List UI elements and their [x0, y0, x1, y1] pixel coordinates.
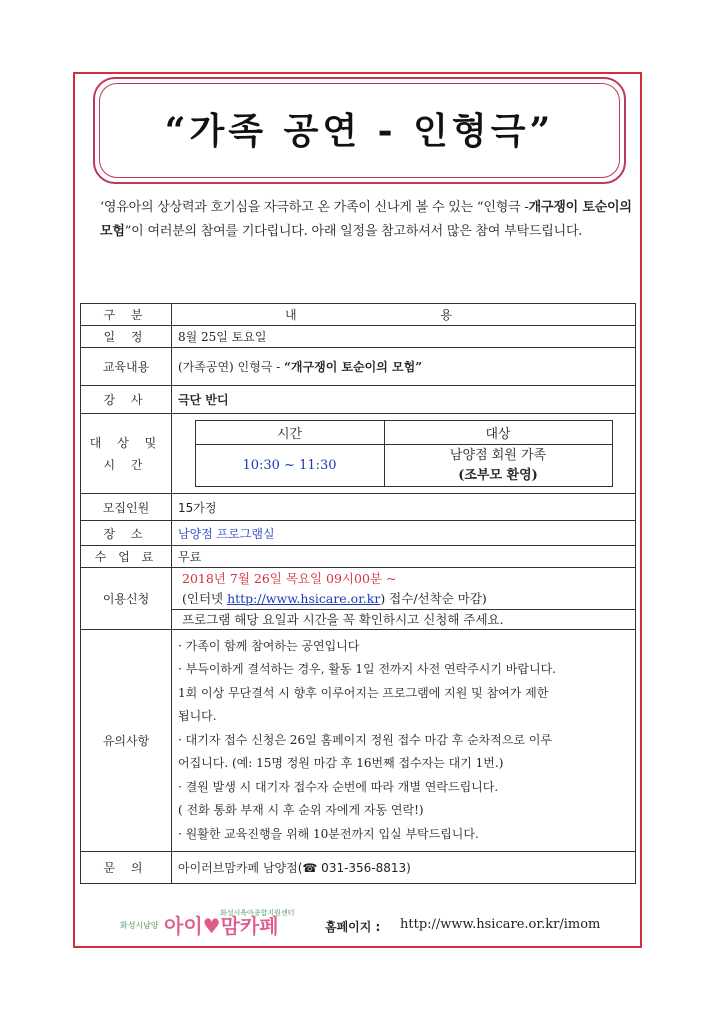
target-label-line1: 대 상 및: [89, 435, 163, 450]
homepage-label: 홈페이지 :: [325, 920, 381, 934]
content-prefix: (가족공연) 인형극 -: [178, 360, 285, 374]
instructor-value: 극단 반디: [172, 386, 636, 414]
intro-text-1: ‘영유아의 상상력과 호기심을 자극하고 온 가족이 신나게 볼 수 있는 “인형극 -: [100, 200, 529, 215]
logo-sub-text: 화성시육아종합지원센터: [220, 909, 295, 917]
note-item: · 대기자 접수 신청은 26일 홈페이지 정원 접수 마감 후 순차적으로 이루: [178, 732, 553, 747]
instructor-label: 강 사: [81, 386, 172, 414]
logo-small-text: 화성시남양: [120, 921, 159, 930]
intro-text-2: ”이 여러분의 참여를 기다립니다. 아래 일정을 참고하셔서 많은 참여 부탁드립니다.: [124, 224, 583, 239]
info-table: [80, 303, 636, 884]
target-header: 대상: [384, 421, 612, 445]
date-label: 일 정: [81, 326, 172, 348]
table-row-apply: [81, 568, 636, 630]
title-box: [93, 77, 626, 184]
apply-line2-suffix: ) 접수/선착순 마감): [380, 591, 487, 606]
table-row-place: [81, 521, 636, 546]
inner-header-row: [195, 421, 612, 445]
notes-list: [172, 630, 636, 852]
header-label: 구 분: [81, 304, 172, 326]
note-item: · 결원 발생 시 대기자 접수자 순번에 따라 개별 연락드립니다.: [178, 779, 499, 794]
note-item: 됩니다.: [178, 709, 217, 724]
fee-label: 수 업 료: [81, 546, 172, 568]
target-inner-table: [195, 420, 613, 487]
table-row-contact: [81, 852, 636, 884]
apply-line2: [172, 589, 635, 609]
table-row-fee: [81, 546, 636, 568]
content-label: 교육내용: [81, 348, 172, 386]
content-title: “개구쟁이 토순이의 모험”: [284, 360, 423, 374]
contact-value: 아이러브맘카페 남양점(☎ 031-356-8813): [172, 852, 636, 884]
brand-logo: 아이♥맘카페: [164, 914, 279, 938]
date-value: 8월 25일 토요일: [172, 326, 636, 348]
note-item: 1회 이상 무단결석 시 향후 이루어지는 프로그램에 지원 및 참여가 제한: [178, 685, 549, 700]
target-label: [81, 414, 172, 494]
intro-bold-title: 개구쟁이 토순이의 모험: [100, 200, 632, 239]
table-row-instructor: [81, 386, 636, 414]
target-value-line2: (조부모 환영): [458, 467, 538, 483]
table-row-date: [81, 326, 636, 348]
time-value: 10:30 ~ 11:30: [195, 445, 384, 487]
footer: [120, 908, 640, 938]
apply-cell: [172, 568, 636, 630]
target-label-line2: 시 간: [103, 457, 149, 472]
capacity-label: 모집인원: [81, 494, 172, 521]
content-value: [172, 348, 636, 386]
apply-label: 이용신청: [81, 568, 172, 630]
target-value: [384, 445, 612, 487]
place-label: 장 소: [81, 521, 172, 546]
homepage-url[interactable]: http://www.hsicare.or.kr/imom: [400, 917, 601, 932]
intro-paragraph: [100, 196, 645, 244]
capacity-value: 15가정: [172, 494, 636, 521]
target-cell: [172, 414, 636, 494]
inner-value-row: [195, 445, 612, 487]
time-header: 시간: [195, 421, 384, 445]
table-row-content: [81, 348, 636, 386]
apply-line2-prefix: (인터넷: [182, 591, 228, 606]
table-row-header: [81, 304, 636, 326]
table-row-notes: [81, 630, 636, 852]
note-item: 어집니다. (예: 15명 정원 마감 후 16번째 접수자는 대기 1번.): [178, 756, 504, 771]
contact-label: 문 의: [81, 852, 172, 884]
header-value: 내 용: [172, 304, 636, 326]
target-value-line1: 남양점 회원 가족: [449, 447, 547, 463]
apply-link[interactable]: http://www.hsicare.or.kr: [227, 591, 381, 606]
note-item: ( 전화 통화 부재 시 후 순위 자에게 자동 연락!): [178, 803, 424, 818]
note-item: · 가족이 함께 참여하는 공연입니다: [178, 638, 360, 653]
notes-label: 유의사항: [81, 630, 172, 852]
note-item: · 부득이하게 결석하는 경우, 활동 1일 전까지 사전 연락주시기 바랍니다.: [178, 662, 556, 677]
note-item: · 원활한 교육진행을 위해 10분전까지 입실 부탁드립니다.: [178, 826, 479, 841]
page-title: “가족 공연 - 인형극”: [164, 110, 555, 152]
fee-value: 무료: [172, 546, 636, 568]
table-row-capacity: [81, 494, 636, 521]
place-value: 남양점 프로그램실: [172, 521, 636, 546]
apply-line3: 프로그램 해당 요일과 시간을 꼭 확인하시고 신청해 주세요.: [172, 609, 635, 629]
apply-line1: 2018년 7월 26일 목요일 09시00분 ~: [182, 571, 397, 586]
table-row-target: [81, 414, 636, 494]
